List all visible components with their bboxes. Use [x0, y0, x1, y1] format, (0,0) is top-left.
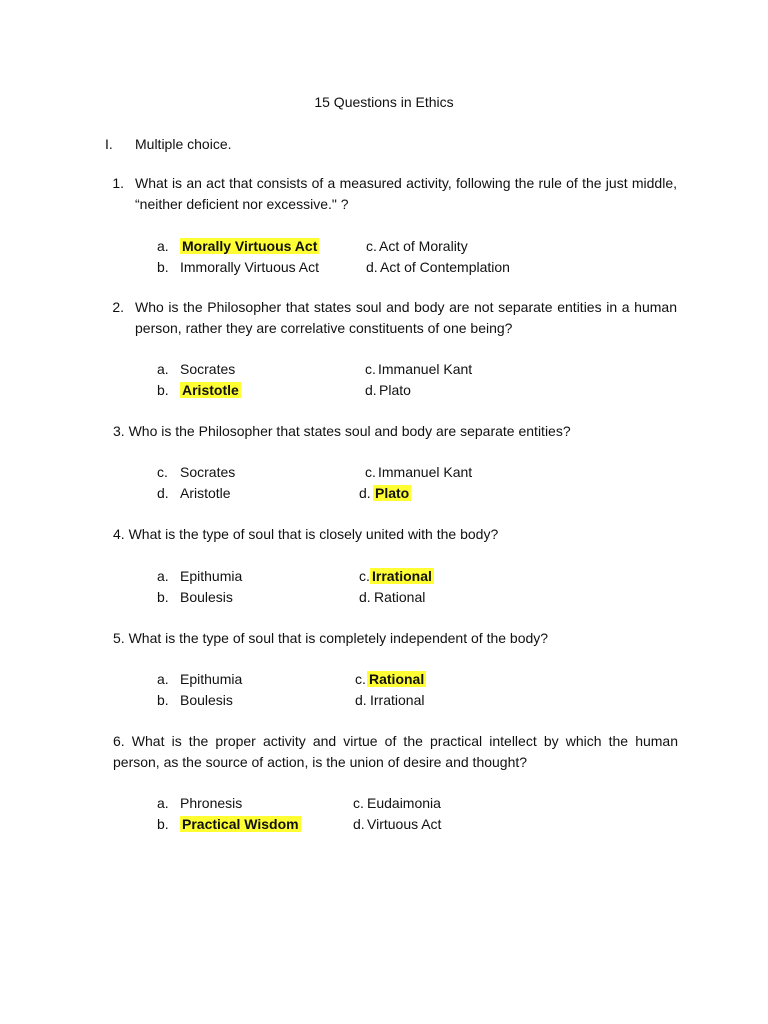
q3-option-3-letter: c.	[365, 464, 376, 480]
q3-option-1-letter: c.	[157, 464, 168, 480]
q4-option-b-text: Boulesis	[180, 589, 233, 605]
q1-option-c-text: Act of Morality	[379, 238, 468, 254]
q4-option-c-letter: c.	[359, 568, 370, 584]
question-2-number: 2.	[112, 299, 124, 315]
q2-option-a-text: Socrates	[180, 361, 236, 377]
q5-option-a-text: Epithumia	[180, 671, 243, 687]
q5-option-a-letter: a.	[157, 671, 169, 687]
q2-option-a-letter: a.	[157, 361, 169, 377]
q6-option-b-text: Practical Wisdom	[182, 816, 299, 832]
q2-option-c-letter: c.	[365, 361, 376, 377]
question-6-text: What is the proper activity and virtue of the practical intellect by which the human person, as the source of action, is the union of desire and thought?	[113, 733, 678, 770]
question-2-text: Who is the Philosopher that states soul and body are not separate entities in a human person, rather they are correlative constituents of one being?	[135, 299, 677, 336]
q6-option-b-letter: b.	[157, 816, 169, 832]
q1-option-a-text: Morally Virtuous Act	[182, 238, 318, 254]
q3-option-2-text: Aristotle	[180, 485, 231, 501]
q4-option-d-letter: d.	[359, 589, 371, 605]
q6-option-a-text: Phronesis	[180, 795, 243, 811]
q2-option-c-text: Immanuel Kant	[378, 361, 473, 377]
q6-option-a-letter: a.	[157, 795, 169, 811]
q5-option-d-letter: d.	[355, 692, 367, 708]
question-6-number: 6.	[113, 733, 125, 749]
question-4-text: What is the type of soul that is closely united with the body?	[128, 526, 499, 542]
question-5-number: 5.	[113, 630, 125, 646]
q6-option-c-letter: c.	[353, 795, 364, 811]
section-label: Multiple choice.	[135, 136, 232, 152]
q6-option-d-text: Virtuous Act	[367, 816, 442, 832]
q2-option-d-letter: d.	[365, 382, 377, 398]
q4-option-a-letter: a.	[157, 568, 169, 584]
q1-option-d-letter: d.	[366, 259, 378, 275]
q6-option-c-text: Eudaimonia	[367, 795, 441, 811]
q5-option-b-letter: b.	[157, 692, 169, 708]
q1-option-d-text: Act of Contemplation	[380, 259, 510, 275]
q4-option-b-letter: b.	[157, 589, 169, 605]
q6-option-d-letter: d.	[353, 816, 365, 832]
question-3-text: Who is the Philosopher that states soul and body are separate entities?	[128, 423, 571, 439]
q2-option-d-text: Plato	[379, 382, 411, 398]
q1-option-c-letter: c.	[366, 238, 377, 254]
section-number: I.	[105, 136, 113, 152]
question-1-text: What is an act that consists of a measured activity, following the rule of the just middle, “neither deficient nor excessive." ?	[135, 175, 677, 212]
q1-option-b-text: Immorally Virtuous Act	[180, 259, 320, 275]
question-3-number: 3.	[113, 423, 125, 439]
q1-option-a-letter: a.	[157, 238, 169, 254]
q3-option-2-letter: d.	[157, 485, 169, 501]
q4-option-a-text: Epithumia	[180, 568, 243, 584]
q5-option-b-text: Boulesis	[180, 692, 233, 708]
q5-option-c-text: Rational	[369, 671, 425, 687]
q2-option-b-text: Aristotle	[182, 382, 239, 398]
q1-option-b-letter: b.	[157, 259, 169, 275]
q3-option-4-text: Plato	[375, 485, 410, 501]
question-5-text: What is the type of soul that is completely independent of the body?	[128, 630, 549, 646]
q3-option-4-letter: d.	[359, 485, 371, 501]
q5-option-c-letter: c.	[355, 671, 366, 687]
question-1-number: 1.	[112, 175, 124, 191]
q3-option-1-text: Socrates	[180, 464, 236, 480]
page-title: 15 Questions in Ethics	[314, 94, 454, 110]
q3-option-3-text: Immanuel Kant	[378, 464, 473, 480]
question-4-number: 4.	[113, 526, 125, 542]
q5-option-d-text: Irrational	[370, 692, 425, 708]
q4-option-c-text: Irrational	[372, 568, 432, 584]
q2-option-b-letter: b.	[157, 382, 169, 398]
q4-option-d-text: Rational	[374, 589, 426, 605]
